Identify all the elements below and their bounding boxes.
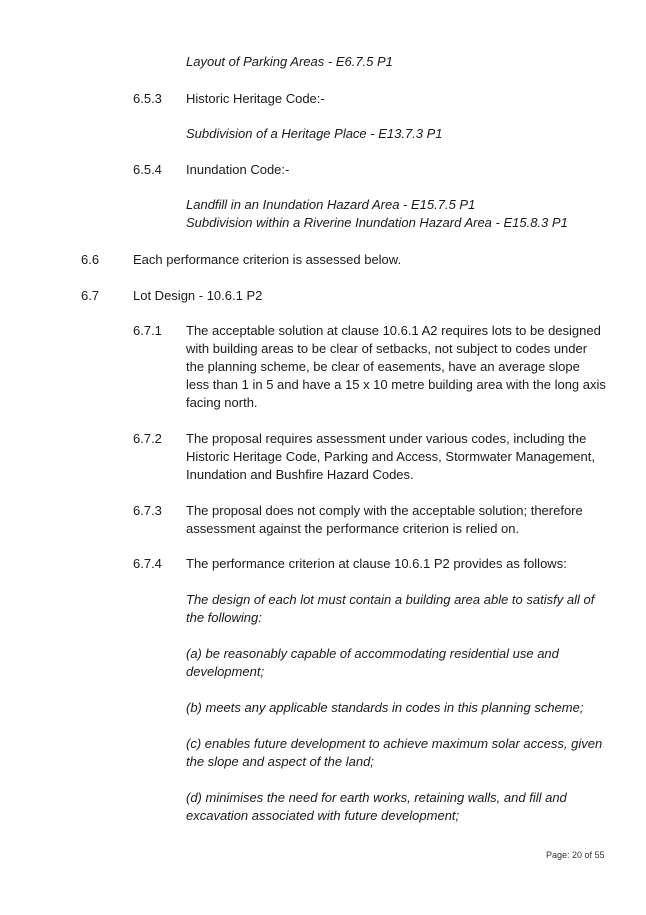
clause-text-6-7-4: The performance criterion at clause 10.6.1 P2 provides as follows: [186,556,567,571]
quote-item-d: (d) minimises the need for earth works, retaining walls, and fill and excavation associated with future development; [186,790,567,823]
quote-item-a: (a) be reasonably capable of accommodating residential use and development; [186,646,559,679]
clause-number-6-7-4: 6.7.4 [133,556,162,571]
quote-item-c: (c) enables future development to achieve maximum solar access, given the slope and aspect of the land; [186,736,603,769]
clause-number-6-5-4: 6.5.4 [133,162,162,177]
clause-number-6-5-3: 6.5.3 [133,91,162,106]
page-number: Page: 20 of 55 [546,850,605,860]
clause-number-6-7: 6.7 [81,288,100,303]
quote-riverine-inundation: Subdivision within a Riverine Inundation Hazard Area - E15.8.3 P1 [186,215,568,230]
clause-text-6-7-3: The proposal does not comply with the acceptable solution; therefore assessment against the performance criterion is relied on. [186,503,583,536]
clause-heading-6-7: Lot Design - 10.6.1 P2 [133,288,263,303]
clause-heading-6-5-4: Inundation Code:- [186,162,290,177]
clause-number-6-7-2: 6.7.2 [133,431,162,446]
quote-heritage-place: Subdivision of a Heritage Place - E13.7.3 P1 [186,126,443,141]
quote-item-b: (b) meets any applicable standards in codes in this planning scheme; [186,700,584,715]
clause-heading-6-5-3: Historic Heritage Code:- [186,91,325,106]
clause-number-6-7-3: 6.7.3 [133,503,162,518]
clause-text-6-6: Each performance criterion is assessed below. [133,252,402,267]
clause-text-6-7-2: The proposal requires assessment under various codes, including the Historic Heritage Code, Parking and Access, Stormwater Management, Inundation and Bushfire Hazard Codes. [186,431,595,482]
clause-number-6-7-1: 6.7.1 [133,323,162,338]
quote-landfill-inundation: Landfill in an Inundation Hazard Area - E15.7.5 P1 [186,197,476,212]
quote-parking-areas: Layout of Parking Areas - E6.7.5 P1 [186,54,393,69]
clause-text-6-7-1: The acceptable solution at clause 10.6.1 A2 requires lots to be designed with building areas to be clear of setbacks, not subject to codes under the planning scheme, be clear of easements, have an average slope less than 1 in 5 and have a 15 x 10 metre building area with the long axis facing north. [186,323,606,410]
quote-building-area-intro: The design of each lot must contain a building area able to satisfy all of the following: [186,592,595,625]
clause-number-6-6: 6.6 [81,252,100,267]
